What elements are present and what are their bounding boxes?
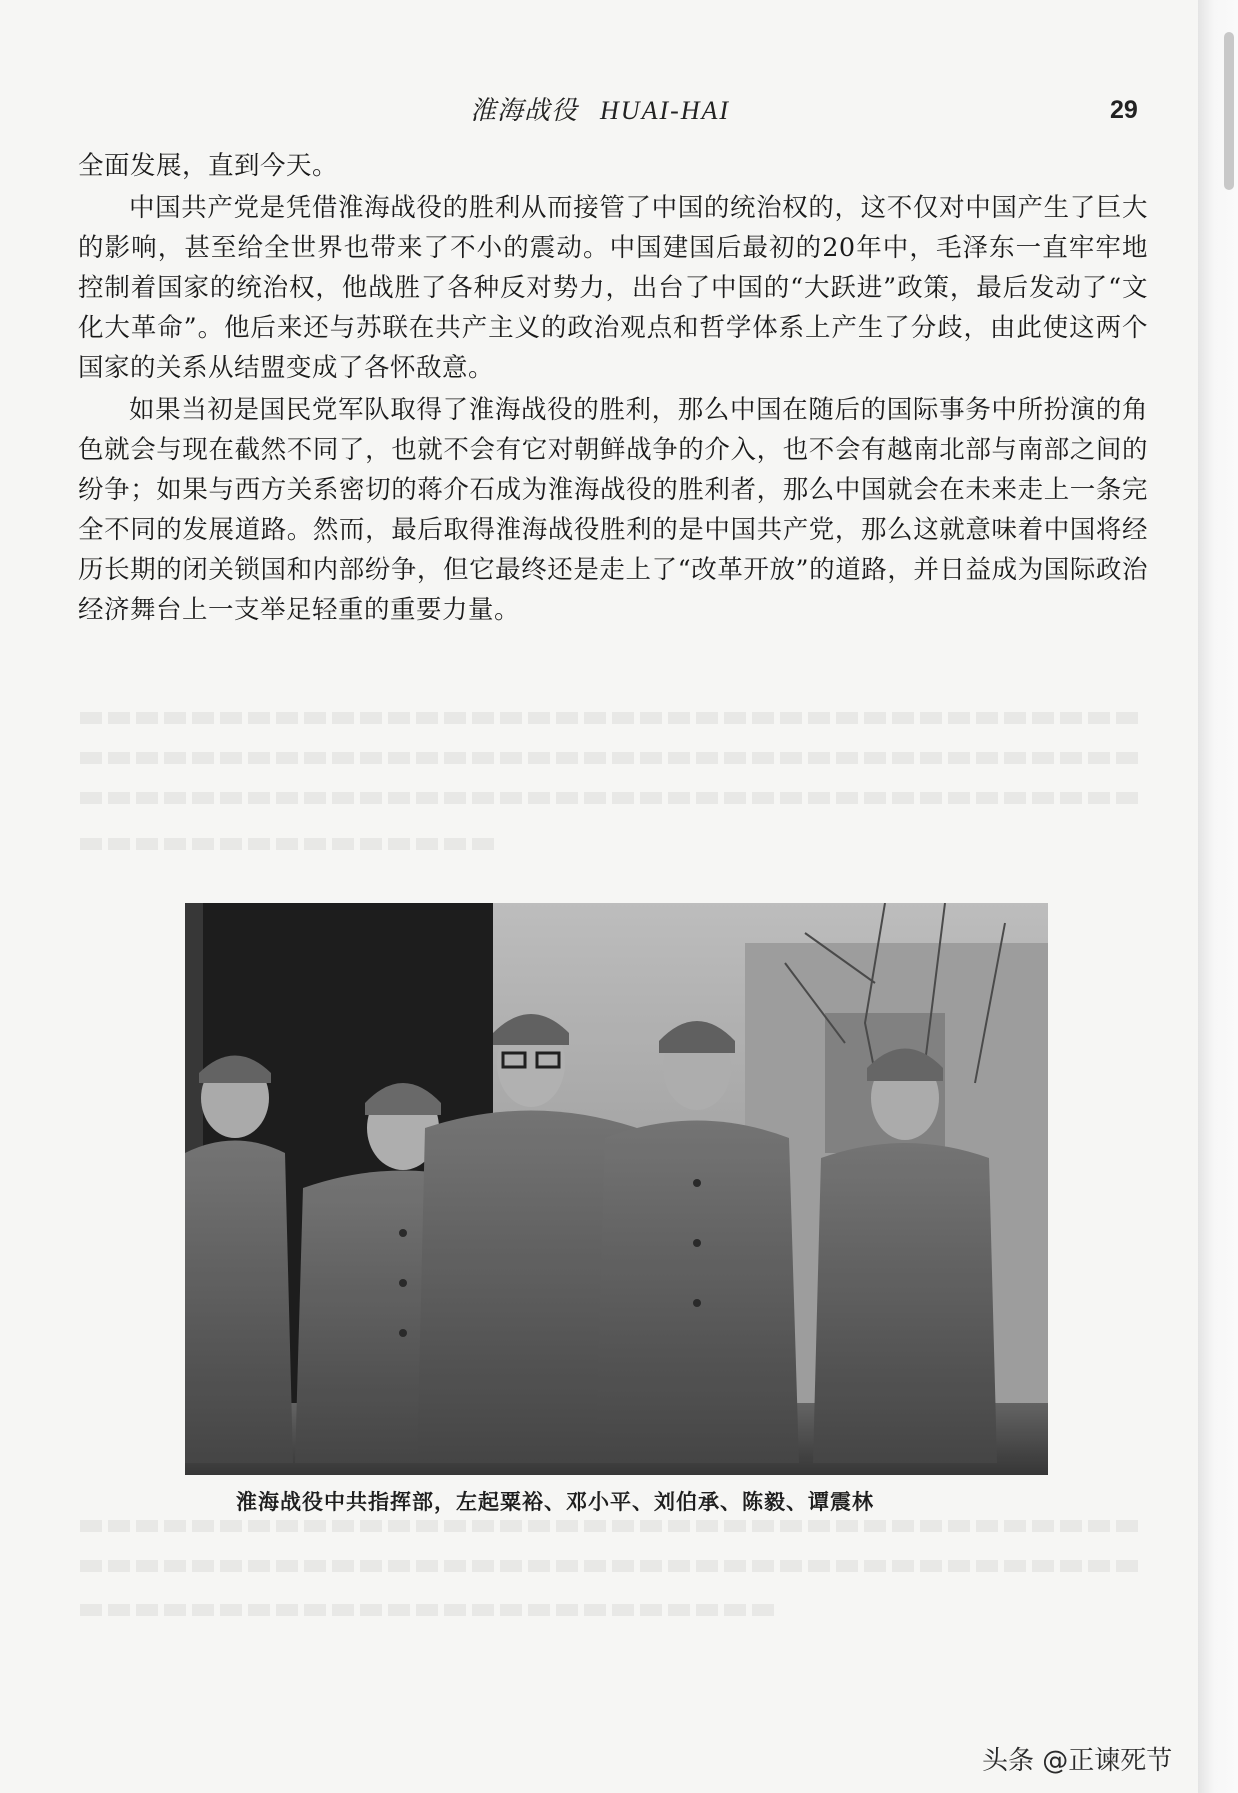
paragraph: 如果当初是国民党军队取得了淮海战役的胜利，那么中国在随后的国际事务中所扮演的角色就会与现在截然不同了，也就不会有它对朝鲜战争的介入，也不会有越南北部与南部之间的纷争；如果与西方关系密切的蒋介石成为淮海战役的胜利者，那么中国就会在未来走上一条完全不同的发展道路。然而，最后取得淮海战役胜利的是中国共产党，那么这就意味着中国将经历长期的闭关锁国和内部纷争，但它最终还是走上了“改革开放”的道路，并日益成为国际政治经济舞台上一支举足轻重的重要力量。	[78, 395, 1148, 625]
scrollbar-track[interactable]	[1222, 20, 1232, 1780]
running-head-chinese: 淮海战役	[470, 96, 579, 126]
page-edge-shadow	[1198, 0, 1238, 1793]
historical-photo	[185, 903, 1048, 1475]
photo-caption: 淮海战役中共指挥部，左起粟裕、邓小平、刘伯承、陈毅、谭震林	[236, 1490, 874, 1514]
bleed-through-line	[80, 712, 1140, 724]
body-text	[78, 146, 1148, 630]
scrollbar-thumb[interactable]	[1224, 32, 1234, 190]
running-head-latin: HUAI-HAI	[600, 96, 731, 125]
bleed-through-line	[80, 838, 500, 850]
paragraph-continuation: 全面发展，直到今天。	[78, 151, 339, 181]
bleed-through-line	[80, 1560, 1140, 1572]
bleed-through-line	[80, 792, 1140, 804]
bleed-through-line	[80, 752, 1140, 764]
paragraph: 中国共产党是凭借淮海战役的胜利从而接管了中国的统治权的，这不仅对中国产生了巨大的影响，甚至给全世界也带来了不小的震动。中国建国后最初的20年中，毛泽东一直牢牢地控制着国家的统治权，他战胜了各种反对势力，出台了中国的“大跃进”政策，最后发动了“文化大革命”。他后来还与苏联在共产主义的政治观点和哲学体系上产生了分歧，由此使这两个国家的关系从结盟变成了各怀敌意。	[78, 193, 1148, 383]
bleed-through-line	[80, 1604, 780, 1616]
source-watermark: 头条 @正谏死节	[982, 1746, 1173, 1776]
bleed-through-line	[80, 1520, 1140, 1532]
page-number: 29	[1110, 96, 1138, 124]
running-head	[470, 90, 730, 127]
